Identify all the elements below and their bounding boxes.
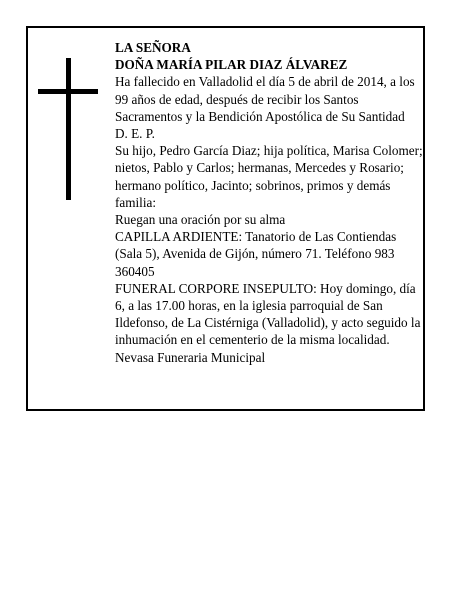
notice-text: [115, 39, 423, 366]
cross-horizontal-bar: [38, 89, 98, 94]
funeral-home: Nevasa Funeraria Municipal: [115, 349, 266, 365]
notice-title: LA SEÑORA: [115, 40, 191, 55]
cross-vertical-bar: [66, 58, 71, 200]
chapel-info: CAPILLA ARDIENTE: Tanatorio de Las Contiendas (Sala 5), Avenida de Gijón, número 71. Teléfono 983 360405: [115, 229, 397, 279]
prayer-request: Ruegan una oración por su alma: [115, 212, 286, 228]
funeral-info: FUNERAL CORPORE INSEPULTO: Hoy domingo, día 6, a las 17.00 horas, en la iglesia parroquial de San Ildefonso, de La Cistérniga (Valladolid), y acto seguido la inhumación en el cementerio de la misma localidad.: [115, 280, 421, 348]
death-statement: Ha fallecido en Valladolid el día 5 de abril de 2014, a los 99 años de edad, después de recibir los Santos Sacramentos y la Bendición Apostólica de Su Santidad: [115, 74, 415, 124]
obituary-notice: [26, 26, 425, 411]
family-list: Su hijo, Pedro García Diaz; hija política, Marisa Colomer; nietos, Pablo y Carlos; hermanas, Mercedes y Rosario; hermano político, Jacinto; sobrinos, primos y demás familia:: [115, 143, 423, 210]
dep-line: D. E. P.: [115, 126, 155, 142]
deceased-name: DOÑA MARÍA PILAR DIAZ ÁLVAREZ: [115, 57, 348, 73]
cross-icon: [38, 58, 98, 200]
